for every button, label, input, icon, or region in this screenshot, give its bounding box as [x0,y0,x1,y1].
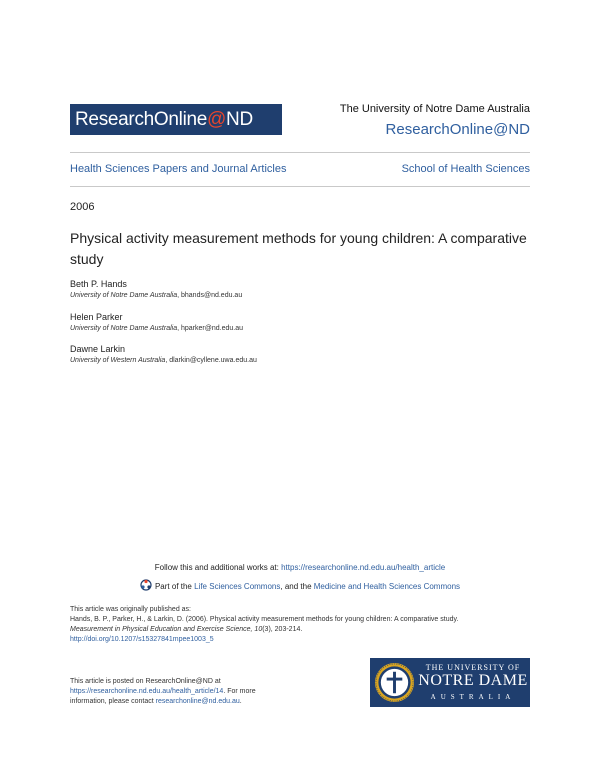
follow-prefix: Follow this and additional works at: [154,563,282,572]
collection-link[interactable]: Health Sciences Papers and Journal Articles [70,163,287,175]
logo-text-right: ND [226,109,253,130]
citation-text [70,615,530,635]
nd-logo-line2: NOTRE DAME [418,672,528,689]
medicine-health-commons-link[interactable]: Medicine and Health Sciences Commons [313,582,461,591]
repository-link[interactable]: ResearchOnline@ND [385,121,530,138]
citation-intro: This article was originally published as: [70,606,191,613]
publication-year: 2006 [70,201,95,213]
divider [70,152,530,153]
posting-end: . [239,698,242,705]
researchonline-logo[interactable] [70,104,282,135]
author-affiliation [70,357,257,364]
author-affiliation [70,292,242,299]
author-email: , dlarkin@cyllene.uwa.edu.au [165,357,257,364]
author-institution: University of Western Australia [70,357,166,364]
author-institution: University of Notre Dame Australia [70,292,178,299]
citation-block [70,605,530,645]
author-affiliation [70,325,243,332]
posting-after-url: . For more [223,688,256,695]
author-name: Beth P. Hands [70,279,127,289]
divider [70,186,530,187]
posting-line1: This article is posted on ResearchOnline@ND at [70,678,221,685]
nd-logo-line3: AUSTRALIA [430,693,516,701]
author-institution: University of Notre Dame Australia [70,325,178,332]
part-of-middle: , and the [280,582,314,591]
nd-logo-line1: THE UNIVERSITY OF [425,663,521,672]
author-email: , hparker@nd.edu.au [177,325,243,332]
posting-line2 [70,687,300,697]
logo-text-at: @ [207,109,227,130]
network-icon [140,579,152,591]
posting-line3 [70,697,300,707]
article-title: Physical activity measurement methods for young children: A comparative study [70,230,527,267]
author-name: Helen Parker [70,312,123,322]
logo-text-left: ResearchOnline [75,109,208,130]
university-name: The University of Notre Dame Australia [339,103,530,115]
doi-link[interactable]: http://doi.org/10.1207/s15327841mpee1003_5 [70,636,214,643]
author-email: , bhands@nd.edu.au [177,292,243,299]
citation-journal: Measurement in Physical Education and Exercise Science, 10 [70,626,263,633]
posting-info [70,677,300,707]
part-of-line [0,579,600,591]
life-sciences-commons-link[interactable]: Life Sciences Commons [194,582,281,591]
posting-contact-prefix: information, please contact [70,698,156,705]
citation-lead: Hands, B. P., Parker, H., & Larkin, D. (2006). Physical activity measurement methods for young children: A comparative study. [70,616,459,623]
citation-issue: (3), 203-214. [262,626,303,633]
author-name: Dawne Larkin [70,344,126,354]
contact-email-link[interactable]: researchonline@nd.edu.au [155,698,240,705]
follow-url-link[interactable]: https://researchonline.nd.edu.au/health_article [281,563,446,572]
notre-dame-logo [370,658,530,707]
part-of-prefix: Part of the [154,582,195,591]
follow-line [0,563,600,572]
crest-icon [374,662,415,703]
article-url-link[interactable]: https://researchonline.nd.edu.au/health_article/14 [70,688,224,695]
school-link[interactable]: School of Health Sciences [401,163,530,175]
